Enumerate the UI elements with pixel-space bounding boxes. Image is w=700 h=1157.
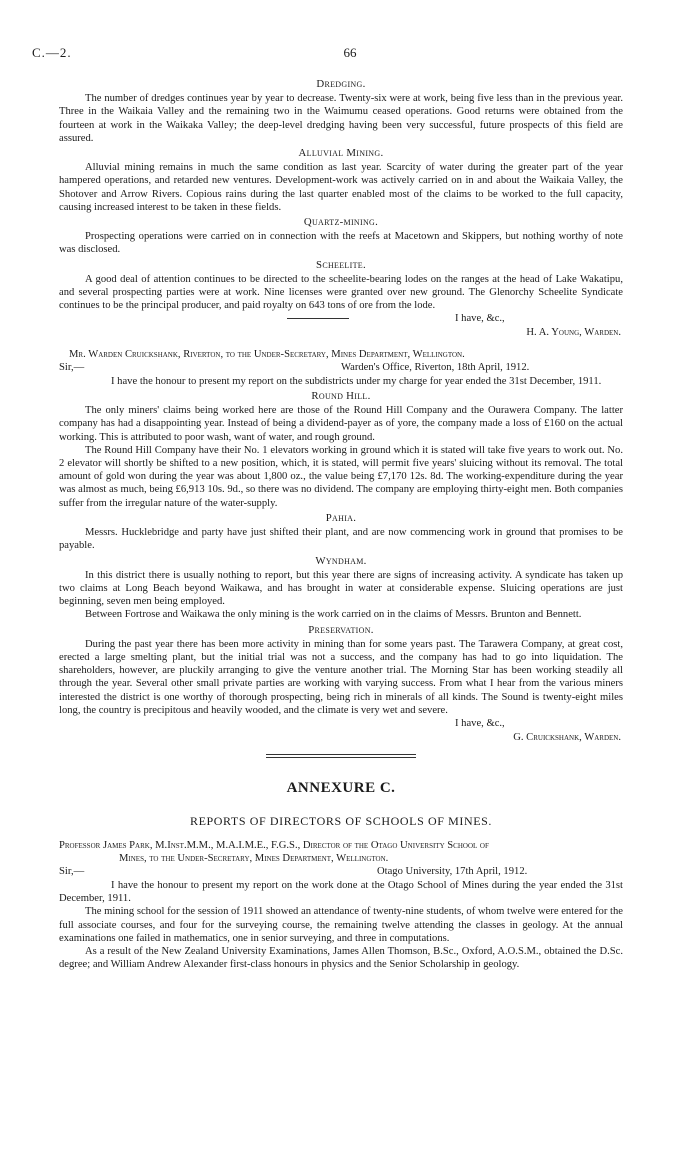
closing-phrase: I have, &c., [455, 313, 505, 325]
address-line: Professor James Park, M.Inst.M.M., M.A.I.M.E., F.G.S., Director of the Otago University School of [59, 839, 489, 851]
paragraph: As a result of the New Zealand University Examinations, James Allen Thomson, B.Sc., Oxford, A.O.S.M., obtained the D.Sc. degree; and William Andrew Alexander first-class honours in physics and the Senior Scholarship in geology. [59, 945, 623, 971]
paragraph: The mining school for the session of 1911 showed an attendance of twenty-nine students, of whom twelve were entered for the full associate courses, and four for the surveying course, the remaining twelve attending the classes in geology. At the annual examinations one failed in mathematics, one in senior surveying, and three in computations. [59, 906, 623, 944]
salutation-line [59, 865, 623, 879]
signature: H. A. Young, Warden. [526, 327, 621, 339]
address-line: Mr. Warden Cruickshank, Riverton, to the Under-Secretary, Mines Department, Wellington. [69, 348, 465, 360]
closing-phrase: I have, &c., [455, 717, 505, 729]
paragraph: The only miners' claims being worked here are those of the Round Hill Company and the Ourawera Company. The latter company has had a disappointing year. Instead of being a dividend-payer as of yore, the company made a loss of £160 on the actual working. This is attributed to poor wash, want of water, and rough ground. [59, 405, 623, 443]
salutation: Sir,— [59, 865, 85, 877]
section-heading-quartz-mining: Quartz-mining. [303, 216, 379, 229]
section-heading-wyndham: Wyndham. [315, 554, 367, 567]
paragraph: Between Fortrose and Waikawa the only mining is the work carried on in the claims of Messrs. Brunton and Bennett. [85, 609, 582, 621]
salutation-line [59, 361, 623, 375]
paragraph: Messrs. Hucklebridge and party have just shifted their plant, and are now commencing work in ground that promises to be payable. [59, 527, 623, 552]
salutation: Sir,— [59, 361, 85, 373]
section-heading-pahia: Pahia. [325, 511, 357, 524]
section-heading-round-hill: Round Hill. [311, 390, 371, 403]
reports-title: REPORTS OF DIRECTORS OF SCHOOLS OF MINES. [189, 814, 493, 829]
place-date: Otago University, 17th April, 1912. [377, 865, 528, 877]
section-heading-alluvial-mining: Alluvial Mining. [298, 147, 384, 160]
parliamentary-paper-ref: C.—2. [32, 45, 72, 60]
place-date: Warden's Office, Riverton, 18th April, 1912. [341, 361, 530, 373]
section-heading-dredging: Dredging. [316, 78, 366, 90]
paragraph: The Round Hill Company have their No. 1 elevators working in ground which it is stated will take five years to work out. No. 2 elevator will shortly be shifted to a new position, which, it is stated, will permit five years' sluicing without its removal. The total amount of gold won during the year was about 1,800 oz., the value being £7,170 12s. 8d. The working-expenditure during the year was almost as much, being £6,913 10s. 9d., so there was no dividend. The company are employing thirty-eight men. Both companies suffer from the irregular nature of the water-supply. [59, 444, 623, 509]
page-header [32, 46, 668, 62]
paragraph: A good deal of attention continues to be directed to the scheelite-bearing lodes on the ranges at the head of Lake Wakatipu, and several prospecting parties were at work. Nine licenses were granted over new ground. The Glenorchy Scheelite Syndicate continues to be the principal producer, and paid royalty on 643 tons of ore from the lode. [59, 273, 623, 312]
address-line-continued: Mines, to the Under-Secretary, Mines Department, Wellington. [119, 852, 389, 864]
closing-line [59, 717, 623, 731]
paragraph: The number of dredges continues year by year to decrease. Twenty-six were at work, being five less than in the previous year. Three in the Waikaia Valley and the remaining two in the Waimumu ceased operations. Good returns were obtained from the fourteen at work in the Waikaka Valley; the deep-level dredging having been very successful, future prospects of this field are assured. [59, 93, 623, 144]
paragraph: Prospecting operations were carried on in connection with the reefs at Macetown and Skippers, but nothing worthy of note was disclosed. [59, 231, 623, 256]
paragraph: Alluvial mining remains in much the same condition as last year. Scarcity of water during the greater part of the year hampered operations, and retarded new ventures. Development-work was actively carried on in and about the Waikaia Valley, the Shotover and Arrow Rivers. Copious rains during the last quarter enabled most of the claims to be worked to the full capacity, causing increased interest to be taken in these fields. [59, 162, 623, 213]
separator-dash [287, 318, 349, 319]
section-heading-scheelite: Scheelite. [316, 258, 366, 271]
paragraph: I have the honour to present my report on the subdistricts under my charge for year ended the 31st December, 1911. [111, 375, 602, 387]
section-divider [266, 754, 416, 758]
paragraph: I have the honour to present my report on the work done at the Otago School of Mines during the year ended the 31st December, 1911. [59, 879, 623, 905]
signature: G. Cruickshank, Warden. [513, 731, 621, 743]
document-body [59, 76, 623, 971]
paragraph: In this district there is usually nothing to report, but this year there are signs of increasing activity. A syndicate has taken up two claims at Long Beach beyond Waikawa, and has brought in water at considerable expense. Sluicing operations are just beginning, seven men being employed. [59, 569, 623, 608]
closing-line [59, 312, 623, 326]
section-heading-preservation: Preservation. [308, 623, 374, 636]
page-number: 66 [343, 45, 357, 60]
paragraph: During the past year there has been more activity in mining than for some years past. The Tarawera Company, at great cost, erected a large smelting plant, but the initial trial was not a success, and the company has had to go into liquidation. The shareholders, however, are pluckily arranging to give the venture another trial. The Morning Star has been working steadily all through the year. Several other small private parties are working with varying success. From what I hear from the various miners interested the district is one worthy of thorough prospecting, being rich in minerals of all kinds. The Sound is twenty-eight miles long, the country is precipitous and heavily wooded, and the climate is very wet and severe. [59, 638, 623, 716]
annexure-title: ANNEXURE C. [286, 780, 396, 797]
